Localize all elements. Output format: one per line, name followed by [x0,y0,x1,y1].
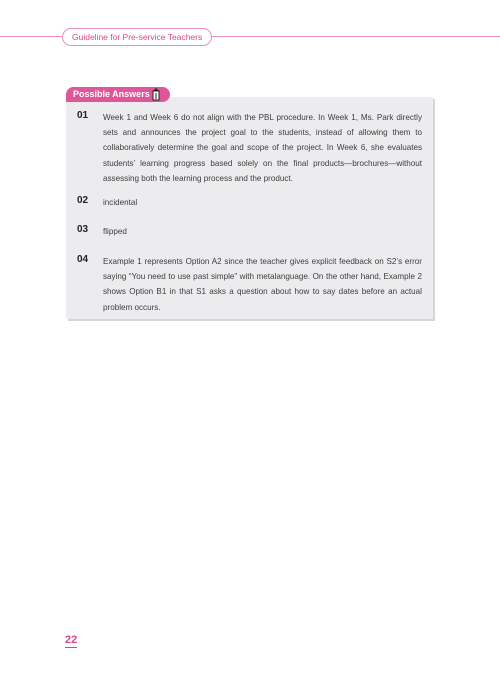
answer-text: Example 1 represents Option A2 since the teacher gives explicit feedback on S2’s error saying “You need to use past simple” with metalanguage. On the other hand, Example 2 shows Option B1 in that S1 asks a question about how to say dates before an actual problem occurs. [103,257,422,312]
running-header: Guideline for Pre-service Teachers [62,28,212,46]
answer-text: Week 1 and Week 6 do not align with the PBL procedure. In Week 1, Ms. Park directly sets and announces the project goal to the students, instead of allowing them to collaboratively determine the goal and scope of the project. In Week 6, she evaluates students’ learning progress based solely on the final products—brochures—without assessing both the learning process and the product. [103,113,422,183]
answer-text: flipped [103,227,127,236]
answer-number: 01 [77,110,89,121]
answer-item-01 [77,110,422,186]
answer-number: 03 [77,224,89,235]
answer-number: 04 [77,254,89,265]
answer-item-04 [77,254,422,315]
answer-item-03 [77,224,422,239]
answer-text: incidental [103,198,138,207]
page-number: 22 [65,634,78,646]
pencil-icon [150,88,162,102]
answer-number: 02 [77,195,89,206]
section-tag: Possible Answers [66,87,170,102]
answer-item-02 [77,195,422,210]
